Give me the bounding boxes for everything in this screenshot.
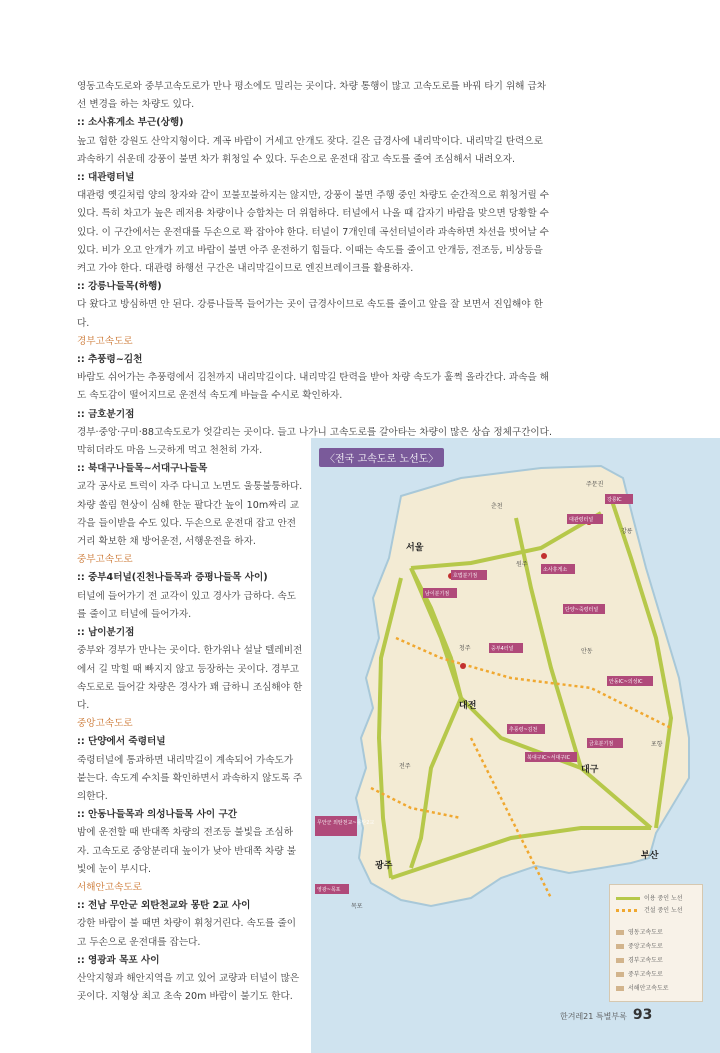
subheading: :: 영광과 목포 사이 bbox=[77, 954, 160, 966]
city-cheongju: 청주 bbox=[459, 645, 471, 652]
footer-text: 한겨레21 특별부록 bbox=[560, 1012, 627, 1021]
section-title: 경부고속도로 bbox=[77, 335, 133, 347]
legend-label: 중앙고속도로 bbox=[628, 943, 663, 950]
subheading: :: 금호분기점 bbox=[77, 408, 135, 420]
map-marker bbox=[460, 663, 466, 669]
city-busan: 부산 bbox=[641, 851, 659, 861]
paragraph: 대관령 옛길처럼 양의 창자와 같이 꼬불꼬불하지는 않지만, 강풍이 불면 주행 중인 차량도 순간적으로 휘청거릴 수 있다. 특히 차고가 높은 레저용 차량이나 승합차는 더 위험하다. 터널에서 나올 때 갑자기 바람을 맞으면 당황할 수 있다. 이 구간에서는 운전대를 두손으로 꽉 잡아야 한다. 터널이 7개인데 곡선터널이라 과속하면 차선을 벗어날 수 있다. 비가 오고 안개가 끼고 바람이 불면 아주 운전하기 힘들다. 이때는 속도를 줄이고 안개등, 전조등, 비상등을 켜고 가야 한다. 대관령 하행선 구간은 내리막길이므로 엔진브레이크를 활용하자. bbox=[77, 190, 550, 275]
paragraph: 터널에 들어가기 전 교각이 있고 경사가 급하다. 속도를 줄이고 터널에 들어가자. bbox=[77, 590, 297, 620]
subheading: :: 중부4터널(진천나들목과 증평나들목 사이) bbox=[77, 572, 268, 584]
paragraph: 다 왔다고 방심하면 안 된다. 강릉나들목 들어가는 곳이 급경사이므로 속도를 줄이고 앞을 잘 보면서 진입해야 한다. bbox=[77, 299, 543, 329]
subheading: :: 소사휴게소 부근(상행) bbox=[77, 117, 184, 129]
legend-swatch bbox=[616, 944, 624, 949]
subheading: :: 대관령터널 bbox=[77, 172, 135, 184]
section-title: 중부고속도로 bbox=[77, 554, 133, 566]
legend-row bbox=[616, 969, 663, 978]
map-label-danyang: 단양~죽령터널 bbox=[565, 607, 599, 613]
subheading: :: 단양에서 죽령터널 bbox=[77, 736, 166, 748]
map-label-sosa: 소사휴게소 bbox=[543, 567, 568, 573]
city-gwangju: 광주 bbox=[375, 861, 393, 871]
legend-swatch bbox=[616, 986, 624, 991]
paragraph: 막히더라도 마음 느긋하게 먹고 천천히 가자. bbox=[77, 445, 263, 457]
map-label-bukdaegu: 북대구IC~서대구IC bbox=[527, 755, 571, 761]
city-chuncheon: 춘천 bbox=[491, 503, 503, 510]
map-label-yeonggwang: 영광~목포 bbox=[317, 887, 341, 893]
section-title: 서해안고속도로 bbox=[77, 881, 142, 893]
subheading: :: 남이분기점 bbox=[77, 627, 135, 639]
paragraph: 바람도 쉬어가는 추풍령에서 김천까지 내리막길이다. 내리막길 탄력을 받아 차량 속도가 훌쩍 올라간다. 과속을 해도 속도감이 떨어지므로 운전석 속도계 바늘을 수시로 확인하자. bbox=[77, 372, 550, 402]
page-footer bbox=[560, 1007, 652, 1023]
paragraph: 중부와 경부가 만나는 곳이다. 한가위나 설날 텔레비전에서 길 막힐 때 빠지지 않고 등장하는 곳이다. 경부고속도로로 들어갈 차량은 경사가 꽤 급하니 조심해야 한다. bbox=[77, 645, 303, 711]
paragraph: 교각 공사로 트럭이 자주 다니고 노면도 울퉁불퉁하다. 차량 쏠림 현상이 심해 한눈 팔다간 높이 10m짜리 교각을 들이받을 수도 있다. 두손으로 운전대 잡고 안전거리 확보한 채 방어운전, 서행운전을 하자. bbox=[77, 481, 303, 548]
subheading: :: 강릉나들목(하행) bbox=[77, 281, 162, 293]
legend-line bbox=[616, 897, 640, 900]
city-gangneung: 강릉 bbox=[621, 528, 633, 535]
city-andong: 안동 bbox=[581, 648, 593, 655]
map-label-gangneung-ic: 강릉IC bbox=[607, 497, 622, 503]
paragraph: 높고 험한 강원도 산악지형이다. 계곡 바람이 거세고 안개도 잦다. 길은 급경사에 내리막이다. 내리막길 탄력으로 과속하기 쉬운데 강풍이 불면 차가 휘청일 수 있다. 두손으로 운전대 잡고 속도를 줄여 조심해서 내려오자. bbox=[77, 135, 543, 165]
city-jeonju: 전주 bbox=[399, 763, 411, 770]
map-label-hobeop: 호법분기점 bbox=[453, 573, 478, 579]
map-marker bbox=[541, 553, 547, 559]
map-title: 〈전국 고속도로 노선도〉 bbox=[319, 448, 444, 467]
city-seoul: 서울 bbox=[406, 543, 424, 553]
legend-row bbox=[616, 893, 683, 902]
paragraph: 영동고속도로와 중부고속도로가 만나 평소에도 밀리는 곳이다. 차량 통행이 많고 고속도로를 바꿔 타기 위해 급차선 변경을 하는 차량도 있다. bbox=[77, 81, 547, 111]
legend-label: 경부고속도로 bbox=[628, 957, 663, 964]
legend-label: 건설 중인 노선 bbox=[644, 907, 683, 914]
paragraph: 밤에 운전할 때 반대쪽 차량의 전조등 불빛을 조심하자. 고속도로 중앙분리대 높이가 낮아 반대쪽 차량 불빛에 눈이 부시다. bbox=[77, 827, 297, 875]
legend-row bbox=[616, 983, 669, 992]
map-label-muan: 무안군 외탄천교~몽탄2교 bbox=[317, 820, 375, 826]
city-jumunjin: 주문진 bbox=[586, 481, 604, 488]
legend-label: 서해안고속도로 bbox=[628, 985, 669, 992]
legend-row bbox=[616, 905, 683, 914]
legend-swatch bbox=[616, 972, 624, 977]
legend-swatch bbox=[616, 958, 624, 963]
legend-line bbox=[616, 909, 640, 912]
map-label-geumho: 금호분기점 bbox=[589, 741, 614, 747]
city-daegu: 대구 bbox=[581, 765, 599, 775]
paragraph: 강한 바람이 불 때면 차량이 휘청거린다. 속도를 줄이고 두손으로 운전대를 잡는다. bbox=[77, 918, 297, 948]
subheading: :: 안동나들목과 의성나들목 사이 구간 bbox=[77, 809, 238, 821]
city-mokpo: 목포 bbox=[351, 903, 363, 910]
paragraph: 경부·중앙·구미·88고속도로가 엇갈리는 곳이다. 들고 나가니 고속도로를 갈아타는 차량이 많은 상습 정체구간이다. bbox=[77, 426, 552, 438]
legend-row bbox=[616, 941, 663, 950]
map-label-chupungnyeong: 추풍령~김천 bbox=[509, 727, 538, 733]
legend-label: 중부고속도로 bbox=[628, 971, 663, 978]
paragraph: 산악지형과 해안지역을 끼고 있어 교량과 터널이 많은 곳이다. 지형상 최고 초속 20m 바람이 불기도 한다. bbox=[77, 972, 300, 1003]
legend-label: 이용 중인 노선 bbox=[644, 895, 683, 902]
legend-row bbox=[616, 955, 663, 964]
legend-label: 영동고속도로 bbox=[628, 929, 663, 936]
map-label-daegwallyeong: 대관령터널 bbox=[569, 517, 594, 523]
city-pohang: 포항 bbox=[651, 741, 663, 748]
label-bg bbox=[315, 816, 357, 836]
map-label-jungbu4: 중부4터널 bbox=[491, 646, 514, 652]
map-label-nami: 남이분기점 bbox=[425, 591, 450, 597]
highway-map bbox=[311, 438, 720, 1053]
page-number: 93 bbox=[632, 1007, 653, 1023]
city-daejeon: 대전 bbox=[459, 701, 477, 711]
legend-row bbox=[616, 927, 663, 936]
section-title: 중앙고속도로 bbox=[77, 718, 133, 730]
paragraph: 죽령터널에 통과하면 내리막길이 계속되어 가속도가 붙는다. 속도계 수치를 확인하면서 과속하지 않도록 주의한다. bbox=[77, 754, 303, 802]
city-wonju: 원주 bbox=[516, 561, 528, 568]
map-legend bbox=[609, 884, 703, 1002]
subheading: :: 북대구나들목~서대구나들목 bbox=[77, 463, 208, 475]
map-label-andong: 안동IC~의성IC bbox=[609, 679, 643, 685]
subheading: :: 추풍령~김천 bbox=[77, 354, 143, 366]
subheading: :: 전남 무안군 외탄천교와 몽탄 2교 사이 bbox=[77, 900, 251, 912]
legend-swatch bbox=[616, 930, 624, 935]
